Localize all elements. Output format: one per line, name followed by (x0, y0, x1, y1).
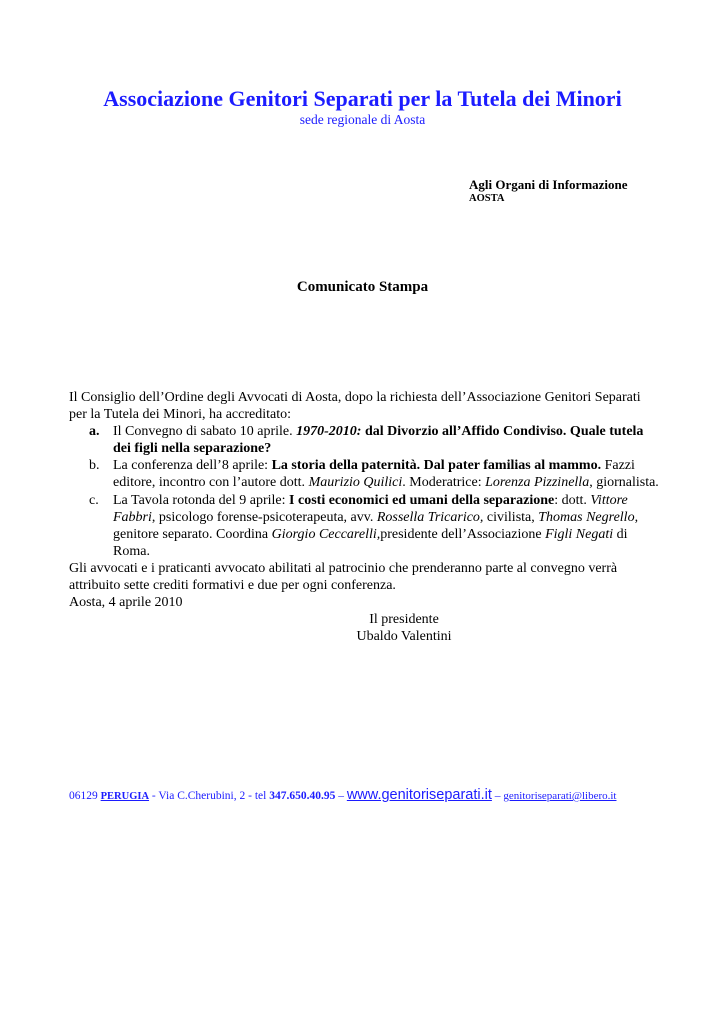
list-marker: b. (89, 458, 100, 474)
recipient-city: AOSTA (469, 193, 505, 204)
website-link[interactable]: www.genitoriseparati.it (346, 787, 492, 803)
item-text: , giornalista. (589, 475, 659, 491)
item-coordinator: Giorgio Ceccarelli, (271, 526, 381, 542)
email-link[interactable]: genitoriseparati@libero.it (503, 790, 617, 802)
list-marker: c. (89, 492, 99, 508)
item-text: La Tavola rotonda del 9 aprile: (113, 492, 290, 508)
signature-block (69, 611, 659, 645)
recipient-line: Agli Organi di Informazione (469, 177, 628, 192)
item-text: civilista, (483, 509, 539, 525)
list-marker: a. (89, 424, 100, 440)
footer-separator: – (335, 790, 347, 802)
item-text: presidente dell’Associazione (380, 526, 546, 542)
footer-contacts (69, 787, 616, 803)
footer-address: - Via C.Cherubini, 2 - tel (149, 790, 270, 802)
accredited-events-list (69, 423, 659, 560)
document-body (69, 389, 659, 645)
item-text: di Roma. (113, 526, 628, 559)
item-date: 1970-2010: (296, 424, 362, 440)
list-item (69, 423, 659, 457)
item-text: : dott. (554, 492, 591, 508)
item-bold-title: La storia della paternità. Dal pater familias al mammo. (271, 458, 602, 474)
item-speaker: Thomas Negrello (538, 509, 635, 525)
signature-name: Ubaldo Valentini (356, 629, 452, 645)
item-text: , genitore separato. Coordina (113, 509, 639, 542)
footer-cap: 06129 (69, 790, 101, 802)
list-item (69, 457, 659, 491)
item-text: Fazzi editore, incontro con l’autore dott. (113, 458, 635, 491)
item-author: Maurizio Quilici (308, 475, 403, 491)
signature-role: Il presidente (369, 612, 439, 628)
item-association: Figli Negati (545, 526, 614, 542)
intro-paragraph: Il Consiglio dell’Ordine degli Avvocati di Aosta, dopo la richiesta dell’Associazione Genitori Separati per la Tutela dei Minori, ha accreditato: (69, 390, 641, 423)
item-moderator: Lorenza Pizzinella (485, 475, 590, 491)
item-text: La conferenza dell’8 aprile: (113, 458, 272, 474)
closing-paragraph: Gli avvocati e i praticanti avvocato abilitati al patrocinio che prenderanno parte al convegno verrà attribuito sette crediti formativi e due per ogni conferenza. (69, 560, 618, 594)
item-speaker: Vittore Fabbri (113, 492, 628, 525)
item-text: Il Convegno di sabato 10 aprile. (113, 424, 297, 440)
item-speaker: Rossella Tricarico, (376, 509, 484, 525)
footer-city: PERUGIA (100, 791, 150, 802)
item-text: , psicologo forense-psicoterapeuta, avv. (151, 509, 377, 525)
item-text: . Moderatrice: (402, 475, 486, 491)
item-bold-title: dal Divorzio all’Affido Condiviso. Quale tutela dei figli nella separazione? (113, 424, 644, 457)
item-bold-title: I costi economici ed umani della separazione (289, 492, 555, 508)
document-title: Comunicato Stampa (296, 279, 429, 295)
footer-phone: 347.650.40.95 (269, 790, 336, 802)
footer-separator: – (491, 790, 504, 802)
organization-subtitle: sede regionale di Aosta (299, 112, 426, 127)
recipient-block (469, 177, 628, 205)
organization-title: Associazione Genitori Separati per la Tutela dei Minori (103, 86, 622, 111)
place-date: Aosta, 4 aprile 2010 (69, 595, 183, 611)
list-item (69, 492, 659, 560)
